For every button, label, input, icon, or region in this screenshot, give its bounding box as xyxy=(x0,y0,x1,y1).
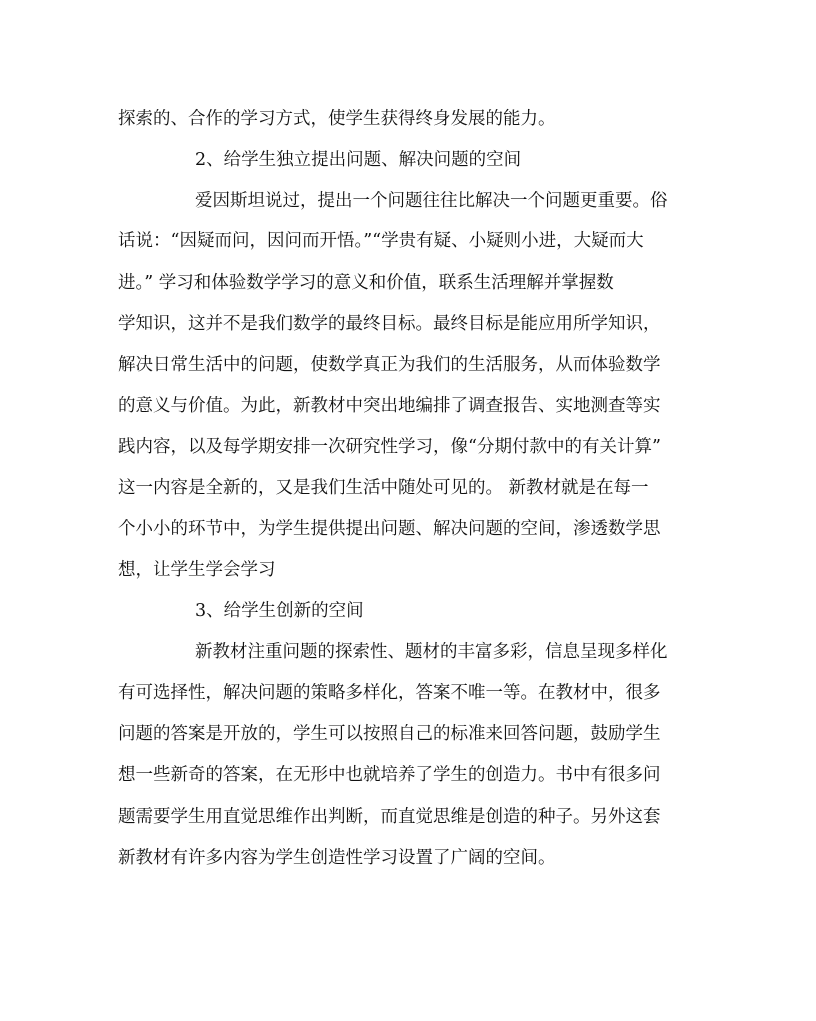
text-line: 想，让学生学会学习 xyxy=(118,560,276,580)
text-line: 探索的、合作的学习方式，使学生获得终身发展的能力。 xyxy=(118,109,556,129)
text-line: 新教材注重问题的探索性、题材的丰富多彩，信息呈现多样化 xyxy=(195,642,668,662)
text-line: 这一内容是全新的，又是我们生活中随处可见的。 新教材就是在每一 xyxy=(118,478,649,498)
text-line: 新教材有许多内容为学生创造性学习设置了广阔的空间。 xyxy=(118,848,556,868)
text-line: 想一些新奇的答案，在无形中也就培养了学生的创造力。书中有很多问 xyxy=(118,765,661,785)
text-line: 解决日常生活中的问题，使数学真正为我们的生活服务，从而体验数学 xyxy=(118,355,661,375)
text-line: 话说：“因疑而问，因问而开悟。”“学贵有疑、小疑则小进，大疑而大 xyxy=(118,231,644,251)
text-line: 有可选择性，解决问题的策略多样化，答案不唯一等。在教材中，很多 xyxy=(118,683,661,703)
section-heading: 3、给学生创新的空间 xyxy=(195,601,364,621)
text-line: 学知识，这并不是我们数学的最终目标。最终目标是能应用所学知识， xyxy=(118,314,661,334)
text-line: 题需要学生用直觉思维作出判断，而直觉思维是创造的种子。另外这套 xyxy=(118,807,661,827)
text-line: 问题的答案是开放的，学生可以按照自己的标准来回答问题，鼓励学生 xyxy=(118,724,661,744)
text-line: 进。” 学习和体验数学学习的意义和价值，联系生活理解并掌握数 xyxy=(118,273,614,293)
text-line: 个小小的环节中，为学生提供提出问题、解决问题的空间，渗透数学思 xyxy=(118,519,661,539)
text-line: 的意义与价值。为此，新教材中突出地编排了调查报告、实地测查等实 xyxy=(118,396,661,416)
text-line: 爱因斯坦说过，提出一个问题往往比解决一个问题更重要。俗 xyxy=(195,191,668,211)
section-heading: 2、给学生独立提出问题、解决问题的空间 xyxy=(195,150,522,170)
text-line: 践内容，以及每学期安排一次研究性学习，像“分期付款中的有关计算” xyxy=(118,437,661,457)
